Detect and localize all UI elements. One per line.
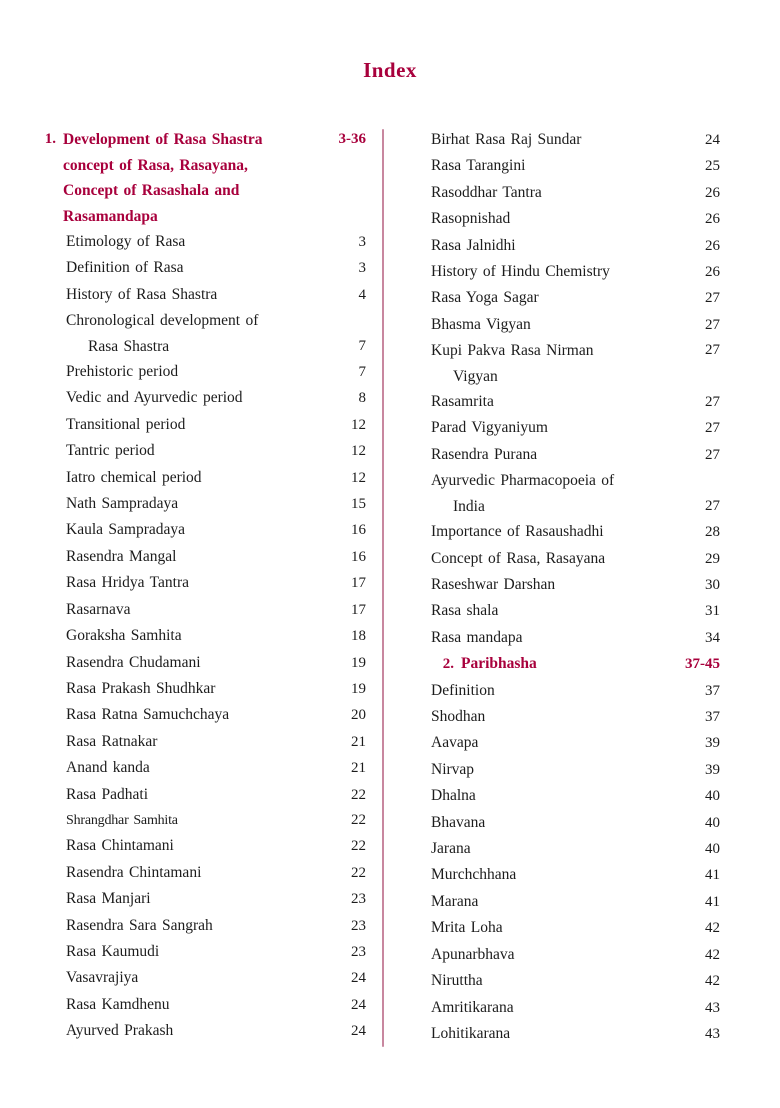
entry-title: Raseshwar Darshan xyxy=(431,575,556,593)
entry-title-line-1: Kupi Pakva Rasa Nirman xyxy=(431,342,594,360)
entry-number xyxy=(30,834,63,859)
entry-title: Iatro chemical period xyxy=(66,468,202,486)
entry-title xyxy=(63,308,332,359)
toc-entry[interactable] xyxy=(428,259,720,285)
chapter-title-line-4: Rasamandapa xyxy=(63,207,158,225)
index-column-left xyxy=(30,127,374,1047)
toc-entry[interactable] xyxy=(428,783,720,809)
entry-number xyxy=(30,492,63,517)
toc-entry[interactable] xyxy=(30,517,366,543)
chapter-page: 3-36 xyxy=(338,131,366,147)
toc-entry[interactable] xyxy=(428,678,720,704)
entry-number xyxy=(30,808,63,833)
toc-chapter-entry[interactable] xyxy=(30,127,366,229)
entry-page: 18 xyxy=(351,628,366,645)
entry-page: 17 xyxy=(351,575,366,592)
entry-title: Vasavrajiya xyxy=(66,969,139,987)
toc-entry[interactable] xyxy=(428,915,720,941)
entry-page: 8 xyxy=(358,390,366,407)
entry-title: Rasoddhar Tantra xyxy=(431,183,542,201)
entry-title: Rasa Tarangini xyxy=(431,157,526,175)
entry-title: Kaula Sampradaya xyxy=(66,521,185,539)
toc-entry[interactable] xyxy=(428,995,720,1021)
entry-title: Rasendra Purana xyxy=(431,445,538,463)
entry-title: Amritikarana xyxy=(431,998,514,1016)
entry-page: 28 xyxy=(705,524,720,541)
index-column-right xyxy=(376,127,720,1047)
entry-page: 23 xyxy=(351,917,366,934)
entry-title: Prehistoric period xyxy=(66,363,179,381)
entry-title xyxy=(428,338,686,389)
entry-page: 24 xyxy=(705,132,720,148)
entry-title: History of Rasa Shastra xyxy=(66,285,218,303)
entry-title: Rasa Kamdhenu xyxy=(66,995,170,1013)
entry-page: 37 xyxy=(705,682,720,699)
entry-page: 26 xyxy=(705,237,720,254)
chapter-title-line-2: concept of Rasa, Rasayana, xyxy=(63,156,248,174)
entry-number xyxy=(30,940,63,965)
toc-entry[interactable] xyxy=(428,546,720,572)
entry-number xyxy=(30,1019,63,1044)
toc-entry[interactable] xyxy=(30,1018,366,1044)
entry-page: 41 xyxy=(705,893,720,910)
entry-page: 21 xyxy=(351,760,366,777)
entry-page: 27 xyxy=(705,394,720,411)
toc-entry[interactable] xyxy=(30,570,366,596)
entry-title: Rasendra Chudamani xyxy=(66,653,201,671)
toc-entry[interactable] xyxy=(30,676,366,702)
entry-title: Rasa Manjari xyxy=(66,890,151,908)
entry-title: Rasa Yoga Sagar xyxy=(431,289,539,307)
toc-entry[interactable] xyxy=(428,889,720,915)
entry-number xyxy=(30,283,63,308)
entry-number xyxy=(30,598,63,623)
entry-title: Rasa Ratnakar xyxy=(66,732,158,750)
toc-entry[interactable] xyxy=(30,702,366,728)
chapter-title-line-3: Concept of Rasashala and xyxy=(63,182,240,199)
toc-entry[interactable] xyxy=(30,782,366,808)
entry-number xyxy=(30,308,63,333)
entry-page: 27 xyxy=(705,316,720,333)
entry-page: 26 xyxy=(705,264,720,281)
toc-entry[interactable] xyxy=(30,597,366,623)
entry-title: Rasa mandapa xyxy=(431,628,523,646)
entry-title: Rasendra Sara Sangrah xyxy=(66,916,213,934)
entry-number xyxy=(30,386,63,411)
toc-entry[interactable] xyxy=(428,468,720,519)
entry-title-line-2: Rasa Shastra xyxy=(88,337,170,355)
entry-page: 15 xyxy=(351,496,366,513)
toc-entry[interactable] xyxy=(30,465,366,491)
entry-title: Niruttha xyxy=(431,972,483,990)
entry-title-line-2: Vigyan xyxy=(453,367,498,385)
index-columns xyxy=(0,127,780,1047)
entry-number xyxy=(30,730,63,755)
entry-title: Bhavana xyxy=(431,813,486,831)
entry-title: Rasamrita xyxy=(431,393,494,411)
entry-page: 12 xyxy=(351,416,366,433)
entry-title: Concept of Rasa, Rasayana xyxy=(431,549,606,567)
entry-title: Murchchhana xyxy=(431,866,517,884)
entry-title: History of Hindu Chemistry xyxy=(431,263,610,281)
entry-page: 41 xyxy=(705,867,720,884)
toc-entry[interactable] xyxy=(428,389,720,415)
entry-page: 42 xyxy=(705,946,720,963)
entry-title: Nath Sampradaya xyxy=(66,495,179,513)
toc-entry[interactable] xyxy=(30,385,366,411)
entry-number xyxy=(30,783,63,808)
entry-title: Rasa Hridya Tantra xyxy=(66,574,190,592)
entry-page: 42 xyxy=(705,973,720,990)
entry-page: 24 xyxy=(351,996,366,1013)
entry-title: Goraksha Samhita xyxy=(66,627,182,645)
toc-entry[interactable] xyxy=(30,833,366,859)
entry-number xyxy=(30,466,63,491)
page-title: Index xyxy=(363,58,417,82)
entry-page: 19 xyxy=(351,680,366,697)
entry-title: Bhasma Vigyan xyxy=(431,315,531,333)
toc-entry[interactable] xyxy=(428,180,720,206)
chapter-page: 37-45 xyxy=(685,656,720,673)
entry-title: Shodhan xyxy=(431,708,486,726)
entry-title: Transitional period xyxy=(66,415,186,433)
entry-page: 22 xyxy=(351,864,366,881)
entry-number xyxy=(30,677,63,702)
entry-page: 16 xyxy=(351,522,366,539)
toc-entry[interactable] xyxy=(428,625,720,651)
entry-page: 16 xyxy=(351,548,366,565)
entry-page: 25 xyxy=(705,158,720,175)
entry-number xyxy=(30,256,63,281)
entry-page: 19 xyxy=(351,654,366,671)
entry-number xyxy=(30,651,63,676)
chapter-number: 2. xyxy=(442,656,454,673)
entry-title-line-1: Chronological development of xyxy=(66,312,259,330)
toc-entry[interactable] xyxy=(30,544,366,570)
entry-page: 39 xyxy=(705,761,720,778)
column-divider xyxy=(382,129,384,1047)
toc-entry[interactable] xyxy=(30,965,366,991)
entry-page: 42 xyxy=(705,920,720,937)
entry-page: 27 xyxy=(705,497,720,514)
entry-page: 40 xyxy=(705,788,720,805)
entry-page: 7 xyxy=(358,337,366,354)
entry-page: 29 xyxy=(705,550,720,567)
entry-page: 39 xyxy=(705,735,720,752)
entry-number xyxy=(30,413,63,438)
entry-page: 37 xyxy=(705,709,720,726)
entry-page: 17 xyxy=(351,601,366,618)
entry-page: 7 xyxy=(358,364,366,381)
entry-number xyxy=(30,703,63,728)
entry-page: 27 xyxy=(705,446,720,463)
toc-entry[interactable] xyxy=(428,598,720,624)
entry-page: 3 xyxy=(358,260,366,277)
chapter-title xyxy=(63,127,332,229)
entry-page: 43 xyxy=(705,1025,720,1042)
entry-page: 30 xyxy=(705,576,720,593)
toc-entry[interactable] xyxy=(428,968,720,994)
entry-title: Tantric period xyxy=(66,442,155,460)
entry-title: Parad Vigyaniyum xyxy=(431,419,548,437)
entry-title: Rasendra Chintamani xyxy=(66,863,202,881)
entry-page: 3 xyxy=(358,234,366,250)
entry-page: 27 xyxy=(705,290,720,307)
entry-title: Vedic and Ayurvedic period xyxy=(66,389,243,407)
toc-entry[interactable] xyxy=(428,442,720,468)
entry-title: Marana xyxy=(431,892,479,910)
entry-number xyxy=(30,571,63,596)
entry-number xyxy=(30,887,63,912)
entry-title: Rasa Chintamani xyxy=(66,837,174,855)
toc-entry[interactable] xyxy=(30,886,366,912)
toc-entry[interactable] xyxy=(30,808,366,833)
entry-title: Ayurved Prakash xyxy=(66,1022,174,1040)
entry-title: Apunarbhava xyxy=(431,945,515,963)
entry-number xyxy=(30,756,63,781)
entry-page: 4 xyxy=(358,286,366,303)
entry-number xyxy=(30,545,63,570)
entry-number xyxy=(30,861,63,886)
entry-page: 40 xyxy=(705,841,720,858)
toc-entry[interactable] xyxy=(428,942,720,968)
toc-entry[interactable] xyxy=(428,810,720,836)
entry-page: 34 xyxy=(705,629,720,646)
entry-number xyxy=(30,518,63,543)
toc-entry[interactable] xyxy=(30,438,366,464)
entry-title: Rasendra Mangal xyxy=(66,547,177,565)
toc-entry[interactable] xyxy=(428,312,720,338)
toc-entry[interactable] xyxy=(428,519,720,545)
entry-page: 27 xyxy=(705,342,720,359)
entry-title: Aavapa xyxy=(431,734,479,752)
entry-page: 40 xyxy=(705,814,720,831)
chapter-title-line-1: Development of Rasa Shastra xyxy=(63,131,263,148)
entry-number xyxy=(30,914,63,939)
toc-entry[interactable] xyxy=(428,757,720,783)
entry-title: Mrita Loha xyxy=(431,919,503,937)
entry-title: Rasa Kaumudi xyxy=(66,942,160,960)
toc-entry[interactable] xyxy=(428,862,720,888)
entry-number xyxy=(30,360,63,385)
entry-title: Nirvap xyxy=(431,760,475,778)
entry-title: Definition xyxy=(431,681,495,699)
entry-title: Rasa Prakash Shudhkar xyxy=(66,679,216,697)
entry-title: Rasa Jalnidhi xyxy=(431,236,516,254)
entry-page: 22 xyxy=(351,811,366,828)
toc-entry[interactable] xyxy=(428,127,720,153)
toc-entry[interactable] xyxy=(30,412,366,438)
entry-title: Birhat Rasa Raj Sundar xyxy=(431,131,582,148)
entry-page: 23 xyxy=(351,891,366,908)
toc-entry[interactable] xyxy=(428,572,720,598)
entry-number xyxy=(30,966,63,991)
entry-page: 12 xyxy=(351,443,366,460)
entry-title: Rasa Padhati xyxy=(66,785,148,803)
entry-title xyxy=(428,468,686,519)
entry-number xyxy=(30,439,63,464)
toc-entry[interactable] xyxy=(30,729,366,755)
entry-page: 20 xyxy=(351,707,366,724)
entry-title: Anand kanda xyxy=(66,759,150,777)
chapter-number: 1. xyxy=(44,131,56,147)
toc-entry[interactable] xyxy=(30,282,366,308)
entry-page: 22 xyxy=(351,786,366,803)
entry-title: Rasa shala xyxy=(431,602,499,620)
toc-entry[interactable] xyxy=(30,860,366,886)
toc-entry[interactable] xyxy=(30,913,366,939)
toc-entry[interactable] xyxy=(30,650,366,676)
entry-title: Jarana xyxy=(431,840,471,858)
toc-entry[interactable] xyxy=(30,359,366,385)
chapter-title: Paribhasha xyxy=(461,655,537,673)
entry-title: Rasarnava xyxy=(66,600,131,618)
toc-entry[interactable] xyxy=(428,338,720,389)
entry-page: 21 xyxy=(351,733,366,750)
toc-entry[interactable] xyxy=(30,255,366,281)
entry-page: 26 xyxy=(705,211,720,228)
entry-page: 22 xyxy=(351,838,366,855)
toc-entry[interactable] xyxy=(428,206,720,232)
toc-entry[interactable] xyxy=(428,285,720,311)
entry-title: Importance of Rasaushadhi xyxy=(431,523,604,541)
entry-page: 23 xyxy=(351,943,366,960)
toc-entry[interactable] xyxy=(428,1021,720,1047)
entry-page: 43 xyxy=(705,999,720,1016)
entry-title: Etimology of Rasa xyxy=(66,233,186,250)
toc-entry[interactable] xyxy=(30,229,366,255)
toc-entry[interactable] xyxy=(428,704,720,730)
toc-entry[interactable] xyxy=(30,755,366,781)
entry-title: Definition of Rasa xyxy=(66,259,184,277)
entry-number xyxy=(30,230,63,255)
toc-entry[interactable] xyxy=(428,233,720,259)
entry-title: Lohitikarana xyxy=(431,1024,511,1042)
entry-number xyxy=(30,624,63,649)
toc-entry[interactable] xyxy=(428,153,720,179)
toc-entry[interactable] xyxy=(30,491,366,517)
toc-chapter-entry[interactable] xyxy=(428,651,720,678)
toc-entry[interactable] xyxy=(428,415,720,441)
entry-page: 31 xyxy=(705,603,720,620)
entry-title: Shrangdhar Samhita xyxy=(66,812,178,828)
entry-title-line-2: India xyxy=(453,497,485,515)
entry-page: 24 xyxy=(351,1023,366,1040)
toc-entry[interactable] xyxy=(30,308,366,359)
entry-page: 27 xyxy=(705,420,720,437)
toc-entry[interactable] xyxy=(30,992,366,1018)
entry-title-line-1: Ayurvedic Pharmacopoeia of xyxy=(431,472,615,490)
entry-page: 12 xyxy=(351,469,366,486)
entry-number xyxy=(30,993,63,1018)
entry-title: Dhalna xyxy=(431,787,476,805)
entry-title: Rasopnishad xyxy=(431,210,511,228)
entry-page: 26 xyxy=(705,184,720,201)
toc-entry[interactable] xyxy=(428,836,720,862)
entry-title: Rasa Ratna Samuchchaya xyxy=(66,706,230,724)
entry-page: 24 xyxy=(351,970,366,987)
toc-entry[interactable] xyxy=(30,623,366,649)
toc-entry[interactable] xyxy=(428,730,720,756)
toc-entry[interactable] xyxy=(30,939,366,965)
